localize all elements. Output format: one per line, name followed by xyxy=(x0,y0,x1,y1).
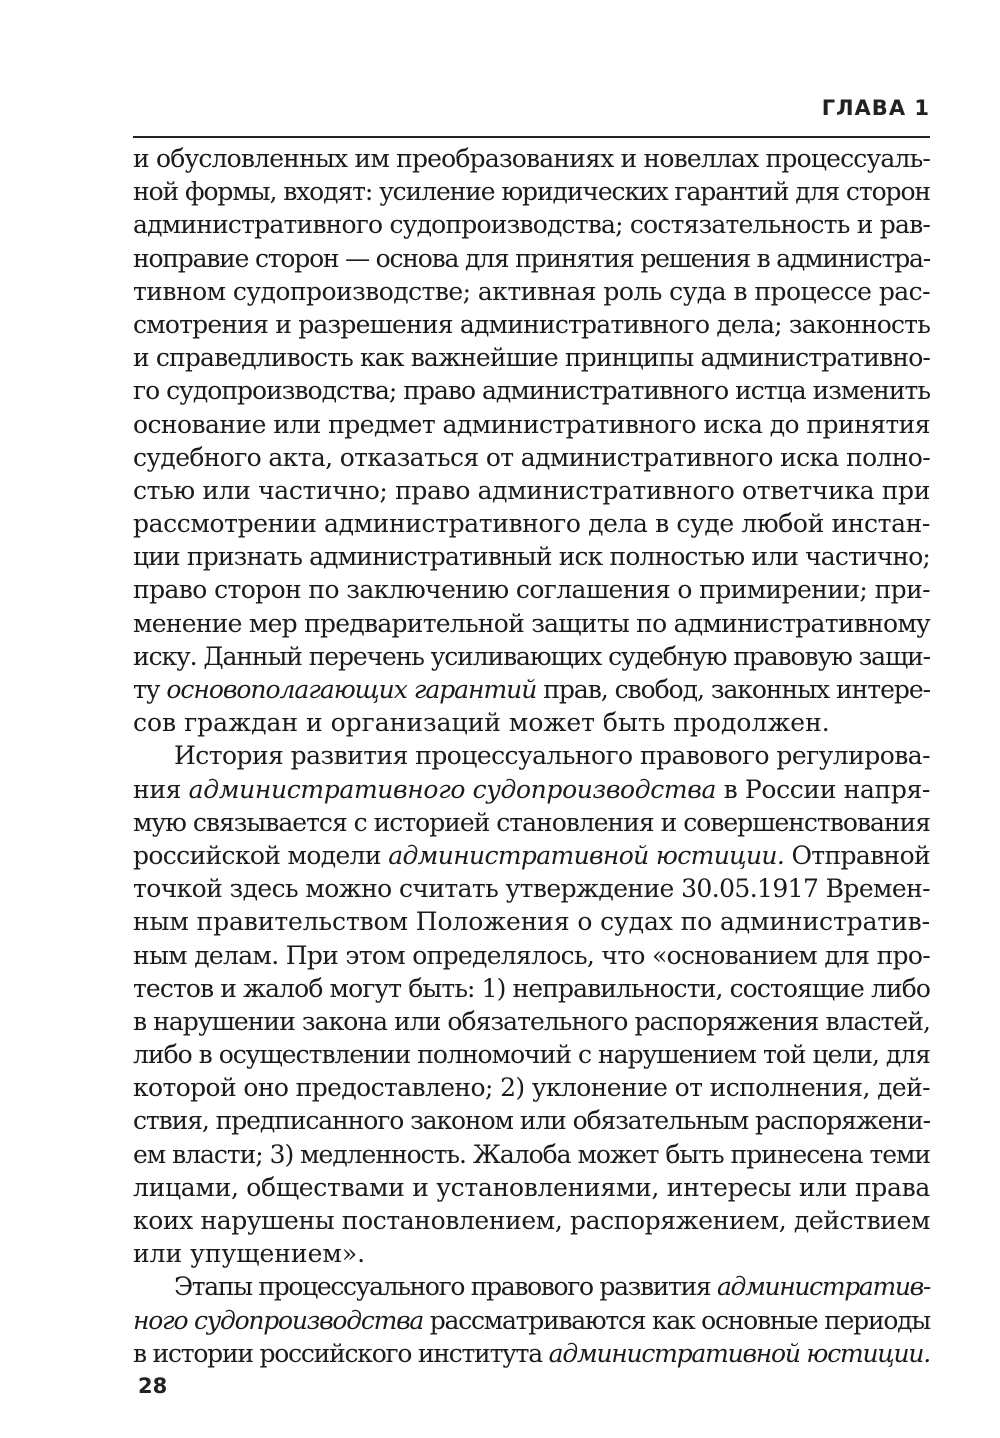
page-number: 28 xyxy=(138,1374,168,1398)
text-line xyxy=(133,1104,930,1137)
text-line xyxy=(133,872,930,905)
italic-term: административной юстиции. xyxy=(388,840,785,870)
text-segment: мую связывается с историей становления и совершенствования xyxy=(133,807,930,837)
text-line xyxy=(133,806,930,839)
text-line xyxy=(133,540,930,573)
text-segment: рассмотрении административного дела в суде любой инстан- xyxy=(133,509,930,539)
text-segment: менение мер предварительной защиты по административному xyxy=(133,608,930,638)
text-segment: либо в осуществлении полномочий с нарушением той цели, для xyxy=(133,1040,930,1070)
text-segment: ции признать административный иск полностью или частично; xyxy=(133,542,930,572)
text-line xyxy=(133,242,930,275)
text-line xyxy=(133,1138,930,1171)
text-segment: право сторон по заключению соглашения о примирении; при- xyxy=(133,575,930,605)
text-segment: ной формы, входят: усиление юридических гарантий для сторон xyxy=(133,177,930,207)
text-segment: ным правительством Положения о судах по административ- xyxy=(133,907,930,937)
text-line xyxy=(133,640,930,673)
text-line xyxy=(133,839,930,872)
text-line xyxy=(133,607,930,640)
text-segment: прав, свобод, законных интере- xyxy=(536,675,931,704)
italic-term: административ- xyxy=(716,1272,930,1302)
text-segment: ноправие сторон — основа для принятия решения в администра- xyxy=(133,243,930,273)
text-line xyxy=(133,175,930,208)
paragraph xyxy=(133,142,930,739)
text-segment: ствия, предписанного законом или обязательным распоряжени- xyxy=(133,1106,931,1136)
text-line xyxy=(133,474,930,507)
text-segment: ным делам. При этом определялось, что «основанием для про- xyxy=(133,940,930,970)
text-line xyxy=(133,1237,930,1270)
text-line xyxy=(133,773,930,806)
text-line xyxy=(133,673,930,706)
italic-term: административного судопроизводства xyxy=(188,774,716,804)
text-segment: тестов и жалоб могут быть: 1) неправильности, состоящие либо xyxy=(133,973,931,1003)
text-segment: ту xyxy=(133,675,167,704)
text-line xyxy=(133,905,930,938)
text-line xyxy=(133,208,930,241)
body-text xyxy=(133,142,930,1370)
text-segment: административного судопроизводства; состязательность и рав- xyxy=(133,210,930,240)
text-line xyxy=(133,573,930,606)
text-line xyxy=(133,1337,930,1370)
running-head-chapter: ГЛАВА 1 xyxy=(821,96,930,120)
text-segment: иску. Данный перечень усиливающих судебную правовую защи- xyxy=(133,641,931,671)
text-segment: коих нарушены постановлением, распоряжением, действием xyxy=(133,1206,930,1235)
text-segment: которой оно предоставлено; 2) уклонение от исполнения, дей- xyxy=(133,1073,931,1103)
text-segment: судебного акта, отказаться от административного иска полно- xyxy=(133,442,931,472)
text-line xyxy=(133,1204,930,1237)
text-segment: История развития процессуального правового регулирова- xyxy=(174,741,930,771)
text-segment: и обусловленных им преобразованиях и новеллах процессуаль- xyxy=(133,144,931,173)
italic-term: ного судопроизводства xyxy=(133,1305,424,1335)
text-line xyxy=(133,1171,930,1204)
text-segment: стью или частично; право административного ответчика при xyxy=(133,475,930,505)
italic-term: административной юстиции. xyxy=(548,1338,930,1368)
text-line xyxy=(133,275,930,308)
text-segment: в нарушении закона или обязательного распоряжения властей, xyxy=(133,1006,930,1036)
text-line xyxy=(133,341,930,374)
text-segment: российской модели xyxy=(133,840,389,870)
text-line xyxy=(133,142,930,175)
text-segment: Этапы процессуального правового развития xyxy=(174,1272,717,1302)
text-segment: в истории российского института xyxy=(133,1338,549,1368)
text-segment: сов граждан и организаций может быть продолжен. xyxy=(133,708,830,738)
text-line xyxy=(133,441,930,474)
text-line xyxy=(133,939,930,972)
text-line xyxy=(133,308,930,341)
text-segment: го судопроизводства; право административного истца изменить xyxy=(133,376,931,406)
text-line xyxy=(133,1071,930,1104)
text-segment: точкой здесь можно считать утверждение 30.05.1917 Времен- xyxy=(133,874,931,904)
text-line xyxy=(133,408,930,441)
text-line xyxy=(133,972,930,1005)
text-segment: основание или предмет административного иска до принятия xyxy=(133,409,930,439)
text-line xyxy=(133,507,930,540)
text-segment: рассматриваются как основные периоды xyxy=(423,1305,930,1335)
text-line xyxy=(133,1005,930,1038)
italic-term: основополагающих гарантий xyxy=(166,675,537,704)
text-line xyxy=(133,706,930,739)
text-line xyxy=(133,1270,930,1303)
text-line xyxy=(133,1038,930,1071)
text-line xyxy=(133,1304,930,1337)
text-segment: в России напря- xyxy=(716,774,930,804)
text-segment: или упущением». xyxy=(133,1239,366,1269)
text-segment: и справедливость как важнейшие принципы административно- xyxy=(133,343,930,373)
text-line xyxy=(133,374,930,407)
text-segment: лицами, обществами и установлениями, интересы или права xyxy=(133,1172,930,1202)
text-segment: тивном судопроизводстве; активная роль суда в процессе рас- xyxy=(133,276,931,306)
paragraph xyxy=(133,1270,930,1370)
text-segment: смотрения и разрешения административного дела; законность xyxy=(133,309,931,339)
paragraph xyxy=(133,739,930,1270)
header-rule xyxy=(133,136,930,138)
text-segment: Отправной xyxy=(784,840,930,870)
text-segment: ния xyxy=(133,774,189,804)
text-segment: ем власти; 3) медленность. Жалоба может быть принесена теми xyxy=(133,1139,931,1169)
text-line xyxy=(133,739,930,772)
